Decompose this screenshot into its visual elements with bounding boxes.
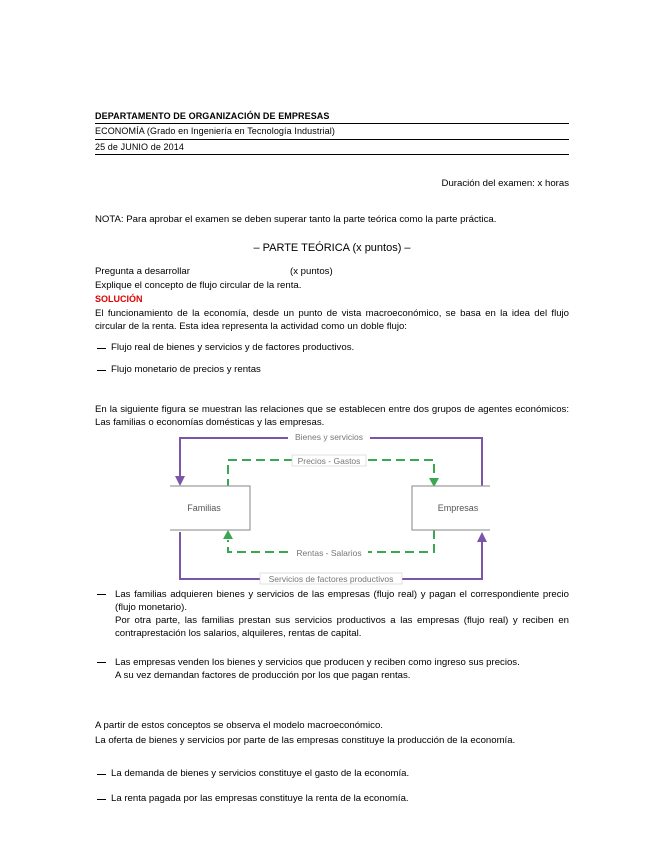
header-divider xyxy=(95,139,569,140)
figure-intro: En la siguiente figura se muestran las relaciones que se establecen entre dos grupos de agentes económicos: Las familias o economías domésticas y las empresas. xyxy=(95,404,569,428)
question-label: Pregunta a desarrollar xyxy=(95,266,190,277)
bullet-familias-line1: Las familias adquieren bienes y servicios de las empresas (flujo real) y pagan el correspondiente precio (flujo monetario). xyxy=(115,589,569,613)
header-divider xyxy=(95,123,569,124)
box-empresas-label: Empresas xyxy=(437,503,479,513)
dash-bullet xyxy=(97,370,106,371)
label-servicios-factores: Servicios de factores productivos xyxy=(268,574,394,584)
conclusion-line1: A partir de estos conceptos se observa el modelo macroeconómico. xyxy=(95,720,383,731)
label-precios-gastos: Precios - Gastos xyxy=(297,456,361,466)
arrow-head-icon xyxy=(175,476,185,486)
conclusion-bullet: La renta pagada por las empresas constituye la renta de la economía. xyxy=(111,793,409,804)
circular-flow-diagram xyxy=(170,430,490,586)
label-rentas-salarios: Rentas - Salarios xyxy=(296,548,362,558)
department-title: DEPARTAMENTO DE ORGANIZACIÓN DE EMPRESAS xyxy=(95,111,330,121)
bullet-familias xyxy=(115,588,569,640)
box-familias-label: Familias xyxy=(187,503,221,513)
conclusion-bullet: La demanda de bienes y servicios constituye el gasto de la economía. xyxy=(111,768,410,779)
label-bienes-servicios: Bienes y servicios xyxy=(294,432,364,442)
conclusion-line2: La oferta de bienes y servicios por parte de las empresas constituye la producción de la economía. xyxy=(95,735,516,746)
course-title: ECONOMÍA (Grado en Ingeniería en Tecnología Industrial) xyxy=(95,126,335,136)
bullet-familias-line2: Por otra parte, las familias prestan sus servicios productivos a las empresas (flujo real) y reciben en contraprestación los salarios, alquileres, rentas de capital. xyxy=(115,615,569,639)
solution-label: SOLUCIÓN xyxy=(95,294,143,304)
exam-date: 25 de JUNIO de 2014 xyxy=(95,142,184,152)
arrow-head-icon xyxy=(477,532,487,542)
dash-bullet xyxy=(97,594,106,595)
dash-bullet xyxy=(97,662,106,663)
question-points: (x puntos) xyxy=(290,266,333,277)
header-divider xyxy=(95,154,569,155)
exam-note: NOTA: Para aprobar el examen se deben superar tanto la parte teórica como la parte práctica. xyxy=(95,214,497,225)
flow-item: Flujo real de bienes y servicios y de factores productivos. xyxy=(111,342,355,353)
section-title: – PARTE TEÓRICA (x puntos) – xyxy=(253,242,411,254)
bullet-empresas-line1: Las empresas venden los bienes y servicios que producen y reciben como ingreso sus precios. xyxy=(115,657,520,668)
solution-intro: El funcionamiento de la economía, desde un punto de vista macroeconómico, se basa en la idea del flujo circular de la renta. Esta idea representa la actividad como un doble flujo: xyxy=(95,308,569,332)
bullet-empresas-line2: A su vez demandan factores de producción por los que pagan rentas. xyxy=(115,670,411,681)
flow-item: Flujo monetario de precios y rentas xyxy=(111,364,261,375)
dash-bullet xyxy=(97,774,106,775)
dash-bullet xyxy=(97,799,106,800)
question-prompt: Explique el concepto de flujo circular de la renta. xyxy=(95,280,302,291)
bullet-empresas xyxy=(115,656,569,682)
exam-duration: Duración del examen: x horas xyxy=(441,178,569,189)
arrow-head-icon xyxy=(223,530,233,539)
dash-bullet xyxy=(97,348,106,349)
